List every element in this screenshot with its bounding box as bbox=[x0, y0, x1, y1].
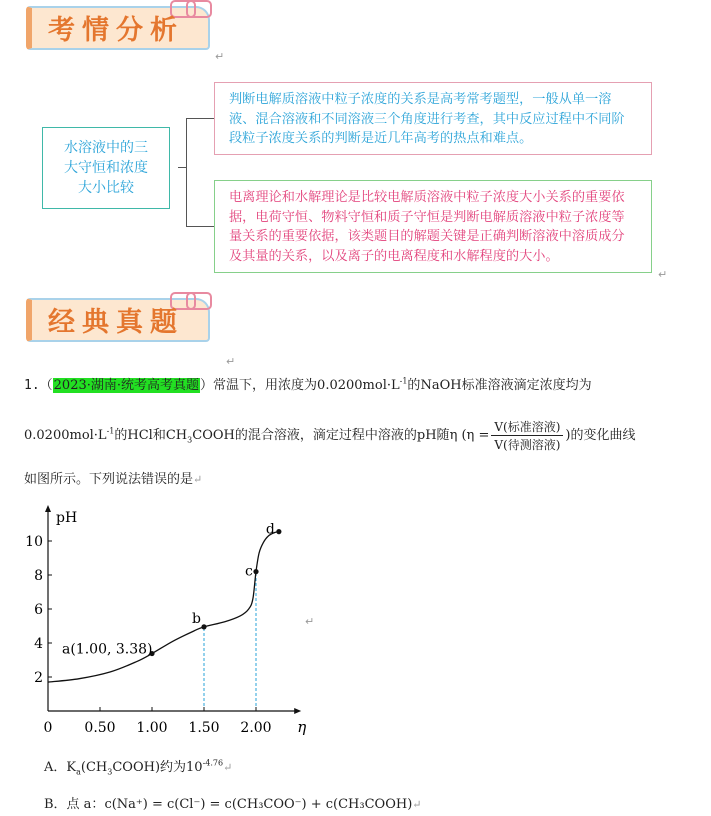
point-label: a(1.00, 3.38) bbox=[62, 641, 153, 658]
analysis-box-2 bbox=[214, 180, 652, 273]
topic-line: 大小比较 bbox=[78, 180, 134, 196]
data-point bbox=[276, 529, 281, 534]
series-line bbox=[48, 532, 279, 682]
y-tick-label: 2 bbox=[34, 670, 43, 686]
option-expression: c(Na⁺) = c(Cl⁻) = c(CH₃COO⁻) + c(CH₃COOH) bbox=[104, 797, 413, 812]
analysis-text: 判断电解质溶液中粒子浓度的关系是高考常考题型，一般从单一溶液、混合溶液和不同溶液三个角度进行考查，其中反应过程中不同阶段粒子浓度关系的判断是近几年高考的热点和难点。 bbox=[229, 92, 625, 146]
exponent: -1 bbox=[399, 376, 408, 386]
subscript: 3 bbox=[187, 435, 193, 445]
formula: CH bbox=[165, 428, 188, 443]
return-mark: ↵ bbox=[215, 50, 225, 63]
dashed-guides bbox=[204, 572, 256, 711]
connector bbox=[186, 226, 214, 227]
data-point bbox=[253, 569, 258, 574]
y-tick-label: 8 bbox=[34, 568, 43, 584]
analysis-box-1 bbox=[214, 82, 652, 155]
formula: HCl bbox=[127, 428, 153, 443]
topic-box bbox=[42, 127, 170, 209]
fraction-denominator: V(待测溶液) bbox=[494, 438, 561, 452]
point-label: c bbox=[245, 563, 253, 580]
formula: K bbox=[66, 760, 77, 775]
formula: pH bbox=[416, 428, 437, 443]
eta: η (η = bbox=[449, 428, 490, 443]
formula: (CH bbox=[80, 760, 108, 775]
y-tick-label: 6 bbox=[34, 602, 43, 618]
section-title: 考情分析 bbox=[48, 15, 184, 46]
y-tick-label: 10 bbox=[25, 534, 43, 550]
question-line-1 bbox=[24, 374, 592, 393]
formula: NaOH bbox=[420, 378, 462, 393]
analysis-text: 电离理论和水解理论是比较电解质溶液中粒子浓度大小关系的重要依据，电荷守恒、物料守恒和质子守恒是判断电解质溶液中粒子浓度等量关系的重要依据，该类题目的解题关键是正确判断溶液中溶质成分及其量的关系，以及离子的电离程度和水解程度的大小。 bbox=[229, 190, 625, 264]
y-tick-label: 4 bbox=[34, 636, 43, 652]
chart-axes bbox=[45, 505, 306, 736]
point-label: d bbox=[265, 521, 275, 538]
text: 常温下，用浓度为 bbox=[213, 378, 318, 393]
text: 的混合溶液，滴定过程中溶液的 bbox=[234, 428, 417, 443]
return-mark: ↵ bbox=[305, 615, 315, 628]
question-number: 1.（ bbox=[24, 378, 53, 393]
x-tick-label: 1.50 bbox=[188, 720, 220, 736]
fraction bbox=[491, 418, 563, 453]
return-mark: ↵ bbox=[412, 798, 422, 811]
question-source: 2023·湖南·统考高考真题 bbox=[53, 378, 200, 393]
ph-titration-chart bbox=[22, 505, 315, 743]
topic-line: 水溶液中的三 bbox=[64, 140, 148, 156]
data-point bbox=[201, 624, 206, 629]
formula: COOH)约为10 bbox=[112, 760, 203, 775]
x-axis-arrow bbox=[294, 708, 301, 714]
concentration: 0.0200mol·L bbox=[317, 378, 400, 393]
option-label: B．点 a： bbox=[44, 797, 105, 812]
text: 和 bbox=[152, 428, 166, 443]
return-mark: ↵ bbox=[226, 355, 236, 368]
topic-line: 大守恒和浓度 bbox=[64, 160, 148, 176]
text: 的 bbox=[407, 378, 421, 393]
point-label: b bbox=[192, 610, 201, 627]
text: 标准溶液滴定浓度均为 bbox=[461, 378, 592, 393]
option-b[interactable] bbox=[44, 793, 422, 812]
fraction-numerator: V(标准溶液) bbox=[491, 418, 563, 436]
text: 随 bbox=[436, 428, 450, 443]
text: 的变化曲线 bbox=[570, 428, 636, 443]
x-axis-label: η bbox=[297, 718, 307, 736]
exponent: -4.76 bbox=[202, 758, 224, 768]
x-tick-label: 2.00 bbox=[240, 720, 272, 736]
x-tick-label: 0 bbox=[43, 720, 53, 736]
text: 的 bbox=[114, 428, 128, 443]
return-mark: ↵ bbox=[658, 268, 668, 281]
concentration: 0.0200mol·L bbox=[24, 428, 107, 443]
x-tick-label: 1.00 bbox=[136, 720, 168, 736]
point-group bbox=[62, 522, 281, 658]
section-banner-analysis bbox=[26, 6, 206, 50]
connector bbox=[178, 167, 186, 168]
text: 如图所示。下列说法错误的是 bbox=[24, 472, 194, 487]
tick-group bbox=[25, 534, 271, 736]
x-tick-label: 0.50 bbox=[84, 720, 116, 736]
section-banner-exam bbox=[26, 298, 206, 342]
series-group bbox=[48, 532, 279, 682]
exponent: -1 bbox=[106, 426, 115, 436]
question-line-3 bbox=[24, 468, 202, 487]
section-title: 经典真题 bbox=[48, 307, 184, 338]
y-axis-label: pH bbox=[56, 510, 78, 526]
subscript: a bbox=[76, 767, 81, 777]
question-line-2 bbox=[24, 418, 636, 453]
paren: ） bbox=[200, 378, 214, 393]
y-axis-arrow bbox=[45, 505, 51, 512]
connector bbox=[186, 118, 214, 119]
return-mark: ↵ bbox=[223, 761, 233, 774]
option-a[interactable] bbox=[44, 756, 232, 777]
option-label: A． bbox=[44, 760, 67, 775]
return-mark: ↵ bbox=[193, 473, 203, 486]
paren: ) bbox=[565, 428, 571, 443]
subscript: 3 bbox=[107, 767, 113, 777]
formula: COOH bbox=[192, 428, 235, 443]
connector bbox=[186, 118, 187, 226]
